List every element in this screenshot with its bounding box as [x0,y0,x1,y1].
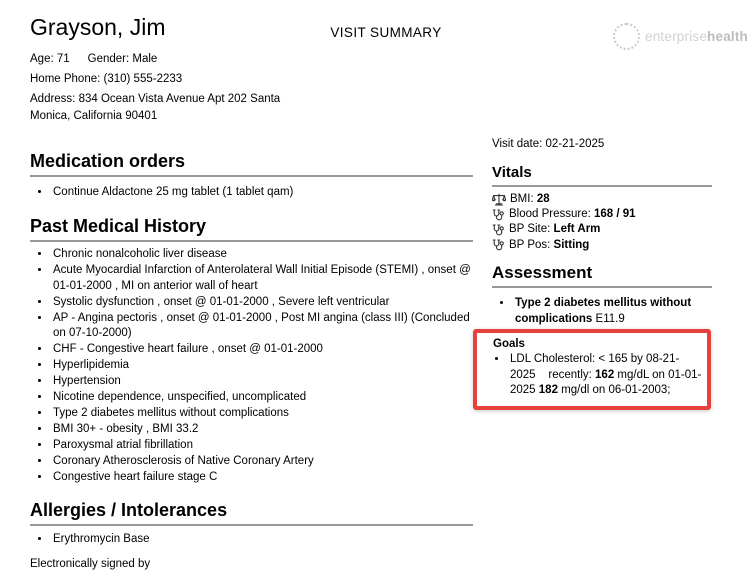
scale-icon [492,193,506,206]
stethoscope-icon [492,224,505,236]
allergies-heading: Allergies / Intolerances [30,499,228,520]
patient-phone: Home Phone: (310) 555-2233 [30,73,183,85]
assessment-code: E11.9 [592,312,625,325]
list-item: • Acute Myocardial Infarction of Anterolateral Wall Initial Episode (STEMI) , onset @ 01-01-2000 , MI on anterior wall of heart [51,263,473,295]
vital-value: 28 [536,193,550,205]
document-title: VISIT SUMMARY [330,25,442,40]
assessment-list [492,295,725,327]
patient-name: Grayson, Jim [30,14,166,40]
list-item: • Nicotine dependence, unspecified, uncomplicated [51,390,473,406]
section-divider [30,524,473,526]
list-item: • BMI 30+ - obesity , BMI 33.2 [51,422,473,438]
vital-row-blood-pressure [492,207,712,222]
section-divider [492,286,712,288]
vital-row-bp-site [492,222,712,237]
vital-row-bp-pos [492,238,712,253]
goal-text: LDL Cholesterol: < 165 by 08-21-2025 recently: [510,353,680,381]
assessment-diagnosis: Type 2 diabetes mellitus without complications [515,296,692,325]
goals-list [493,352,702,399]
enterprise-health-logo [613,23,748,50]
list-item: • Paroxysmal atrial fibrillation [51,438,473,454]
list-item: • AP - Angina pectoris , onset @ 01-01-2000 , Post MI angina (class III) (Concluded on 07-10-2000) [51,311,473,343]
medication-orders-heading: Medication orders [30,151,186,171]
visit-date: Visit date: 02-21-2025 [492,138,605,150]
vitals-list [492,192,712,253]
section-divider [30,175,473,177]
medication-orders-list [30,185,473,201]
goal-text: mg/dl on 06-01-2003; [557,384,671,396]
goal-value-prior: 182 [538,384,558,396]
list-item: • Erythromycin Base [51,532,473,548]
list-item: • Hypertension [51,374,473,390]
assessment-heading: Assessment [492,262,593,282]
vital-value: Left Arm [553,223,601,236]
goals-heading: Goals [493,338,525,350]
right-column [492,163,712,327]
vital-value: 168 / 91 [594,208,636,221]
list-item: • Coronary Atherosclerosis of Native Coronary Artery [51,454,473,470]
vital-label: Blood Pressure: [509,208,595,221]
stethoscope-icon [492,239,505,251]
goal-value-recent: 162 [595,368,615,381]
goals-highlight-box [473,329,711,410]
electronically-signed-label: Electronically signed by [30,558,151,571]
logo-text: enterprisehealth [645,28,749,44]
allergies-list [30,532,473,548]
vital-label: BP Site: [509,223,554,236]
vital-row-bmi [492,192,712,207]
past-medical-history-list [30,247,473,486]
vital-label: BP Pos: [509,238,554,251]
patient-address: Address: 834 Ocean Vista Avenue Apt 202 Santa Monica, California 90401 [30,93,281,122]
list-item: • Chronic nonalcoholic liver disease [51,247,473,263]
stethoscope-icon [492,209,505,221]
gender-label: Gender: Male [87,53,158,65]
past-medical-history-heading: Past Medical History [30,215,207,236]
vital-label: BMI: [510,193,537,205]
list-item: • Continue Aldactone 25 mg tablet (1 tablet qam) [51,185,473,201]
patient-age-gender [30,51,157,68]
list-item: • Type 2 diabetes mellitus without complications [51,406,473,422]
list-item: • Systolic dysfunction , onset @ 01-01-2000 , Severe left ventricular [51,295,473,311]
age-label: Age: 71 [30,53,70,65]
list-item [513,295,725,327]
logo-ring-icon [613,23,640,50]
list-item: • Hyperlipidemia [51,358,473,374]
list-item: • Congestive heart failure stage C [51,470,473,486]
vital-value: Sitting [553,238,590,251]
vitals-heading: Vitals [492,164,532,181]
section-divider [492,185,712,187]
list-item [508,352,702,399]
list-item: • CHF - Congestive heart failure , onset @ 01-01-2000 [51,342,473,358]
section-divider [30,240,473,242]
left-column [30,150,473,570]
goal-text: mg/dL on 01-01-2025 [510,368,702,396]
